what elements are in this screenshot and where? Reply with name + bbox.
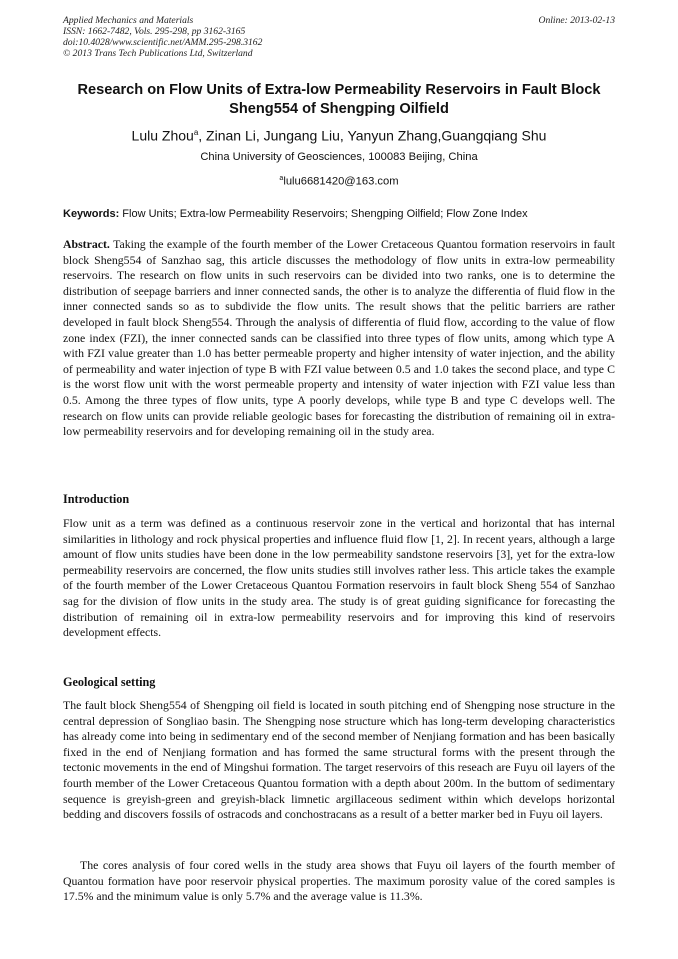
introduction-heading: Introduction [63,492,130,506]
keywords-text: Flow Units; Extra-low Permeability Reservoirs; Shengping Oilfield; Flow Zone Index [119,208,528,220]
first-author: Lulu Zhou [131,127,194,144]
geological-setting-paragraph-1: The fault block Sheng554 of Shengping oil field is located in south pitching end of Shengping nose structure in the central depression of Songliao basin. The Shengping nose structure which has long-term developing characteristics has already come into being in sedimentary end of the second member of Nenjiang formation and has been basically fixed in the end of Nenjiang formation and has formed the same structural forms with the present through the tectonic movements in the end of Mingshui formation. The target reservoirs of this reseach are Fuyu oil layers of the fourth member of the Lower Cretaceous Quantou formation with a depth about 200m. In the buttom of sedimentary sequence is greyish-green and greyish-black limnetic argillaceous sediment within which develops horizontal bedding and discovers fossils of ostracods and conchostracans as a result of a better marker bed in Fuyu oil layers. [63,698,615,822]
author-superscript: a [193,128,199,137]
paper-title: Research on Flow Units of Extra-low Permeability Reservoirs in Fault Block Sheng554 of Shengping Oilfield [77,82,601,117]
email-line [63,172,615,189]
affiliation: China University of Geosciences, 100083 Beijing, China [200,151,478,163]
journal-header [63,15,615,59]
abstract [63,237,615,440]
keywords-label: Keywords: [63,208,120,220]
online-date: Online: 2013-02-13 [538,15,615,26]
doi-line: doi:10.4028/www.scientific.net/AMM.295-298.3162 [63,37,263,48]
abstract-label: Abstract. [63,237,110,251]
keywords [63,208,615,221]
geological-setting-paragraph-2: The cores analysis of four cored wells in the study area shows that Fuyu oil layers of the fourth member of Quantou formation have poor reservoir physical properties. The maximum porosity value of the cored samples is 17.5% and the minimum value is only 5.7% and the average value is 11.3%. [63,858,615,904]
abstract-text: Taking the example of the fourth member of the Lower Cretaceous Quantou formation reservoirs in fault block Sheng554 of Sanzhao sag, this article discusses the methodology of flow units in extra-low permeability reservoirs. The research on flow units in such reservoirs can be divided into two ranks, one is to determine the distribution of seepage barriers and inner connected sands, the other is to analyze the differentia of fluid flow in the inner connected sands so as to subdivide the flow units. The result shows that the pelitic barriers are rather developed in fault block Sheng554. Through the analysis of differentia of fluid flow, according to the value of flow zone index (FZI), the inner connected sands can be classified into three types of flow units, among which type A with FZI value greater than 1.0 has better permeable property and higher intensity of water injection, and the ability of permeability and water injection of type B with FZI value between 0.5 and 1.0 takes the second place, and type C is the worst flow unit with the worst permeable property and intensity of water injection with FZI value less than 0.5. Among the three types of flow units, type A poorly develops, while type B and type C develops well. The research on flow units can provide reliable geologic bases for forecasting the distribution of remaining oil in extra-low permeability reservoirs and for developing remaining oil in the study area. [63,237,615,439]
introduction-text: Flow unit as a term was defined as a continuous reservoir zone in the vertical and horizontal that has internal similarities in lithology and rock physical properties and influence fluid flow [1, 2]. In recent years, although a large amount of flow units studies have been done in the low permeability sandstone reservoirs [3], yet for the extra-low permeability reservoirs are concerned, the flow units studies still involves rather less. This article takes the example of the fourth member of the Lower Cretaceous Quantou Formation reservoirs in fault block Sheng 554 of Sanzhao sag for the division of flow units in the study area. The study is of great guiding significance for forecasting the distribution of remaining oil in extra-low permeability reservoirs and for improving this kind of reservoirs development effects. [63,516,615,640]
issn-line: ISSN: 1662-7482, Vols. 295-298, pp 3162-3165 [63,26,246,37]
copyright-line: © 2013 Trans Tech Publications Ltd, Switzerland [63,48,253,59]
journal-name: Applied Mechanics and Materials [63,15,194,26]
email-superscript: a [279,175,284,182]
author-list [63,124,615,145]
geological-setting-heading: Geological setting [63,675,156,689]
email-address[interactable]: lulu6681420@163.com [283,175,399,188]
other-authors: , Zinan Li, Jungang Liu, Yanyun Zhang,Guangqiang Shu [198,127,547,144]
